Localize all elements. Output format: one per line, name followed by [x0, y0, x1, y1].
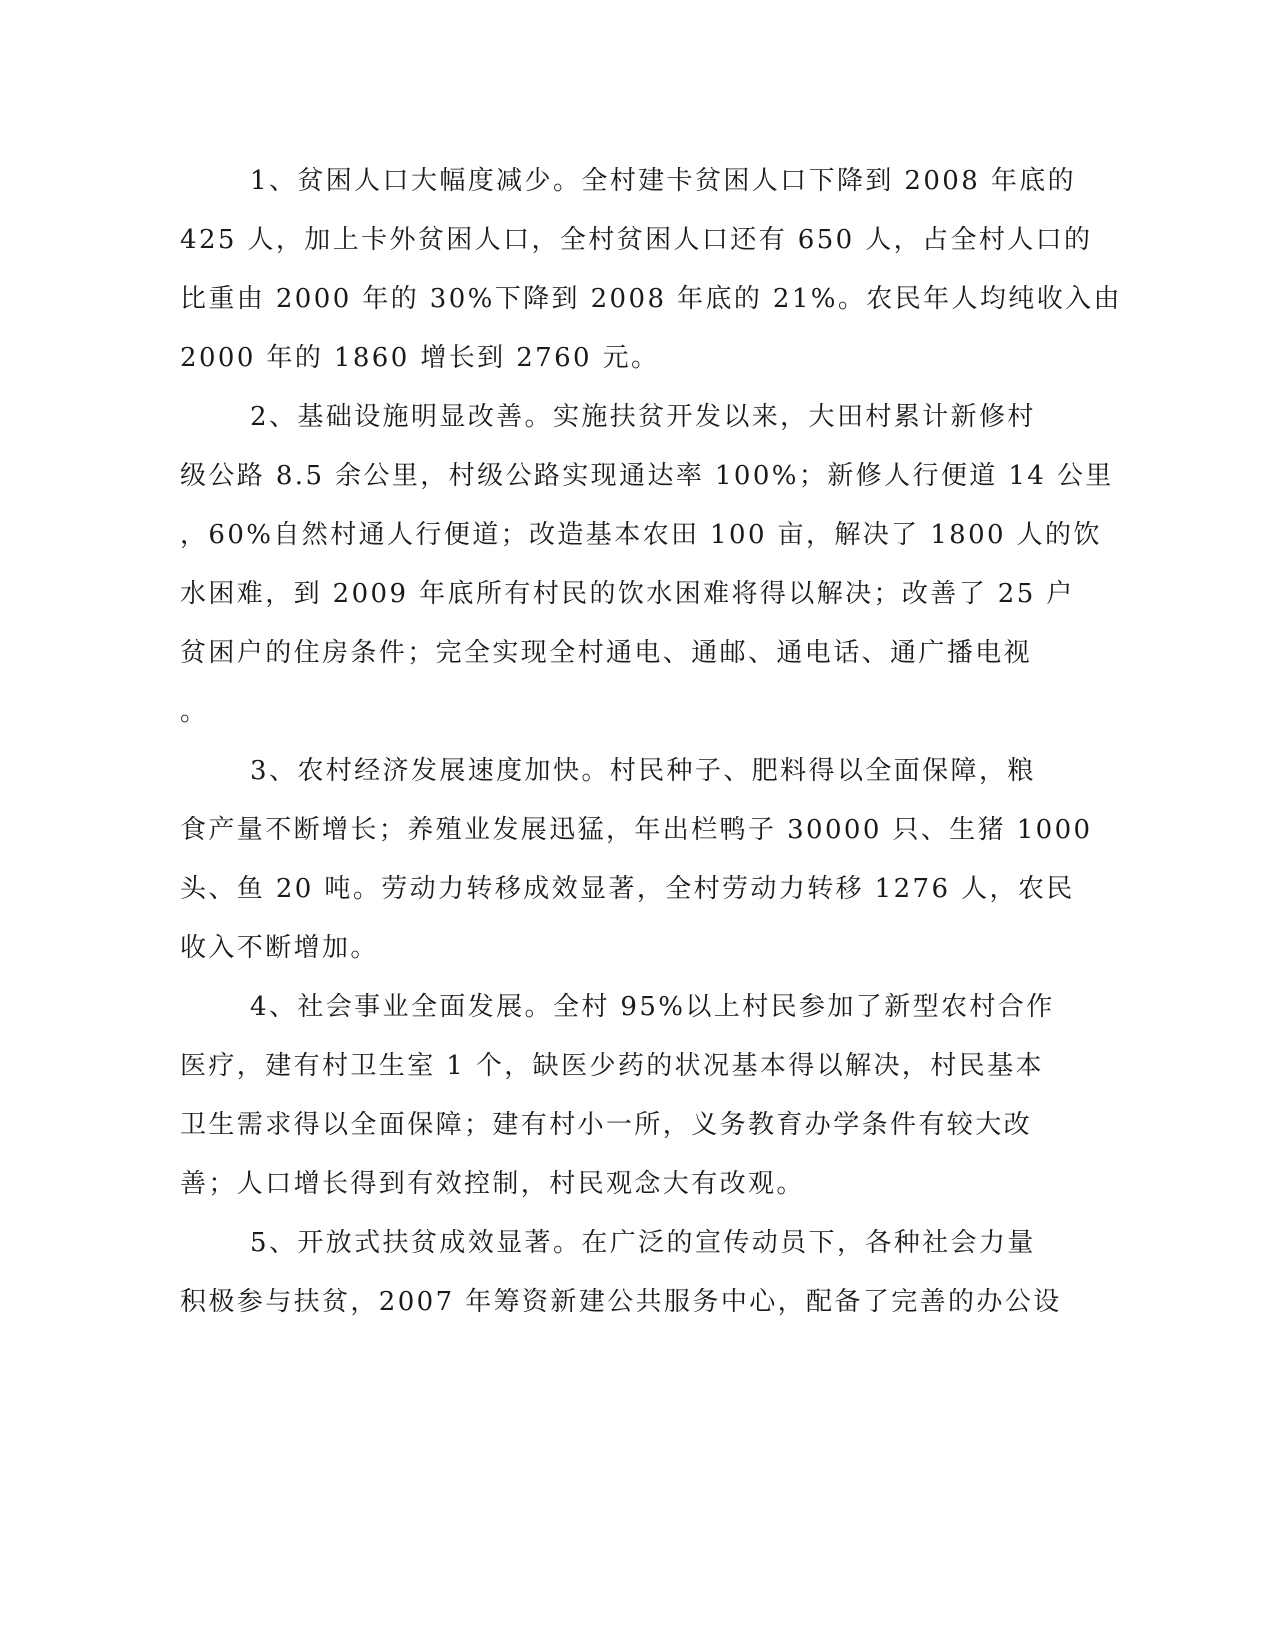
text-line: 5、开放式扶贫成效显著。在广泛的宣传动员下，各种社会力量: [250, 1228, 1036, 1258]
text-line: 头、鱼 20 吨。劳动力转移成效显著，全村劳动力转移 1276 人，农民: [180, 874, 1075, 904]
text-line: 食产量不断增长；养殖业发展迅猛，年出栏鸭子 30000 只、生猪 1000: [180, 815, 1093, 845]
text-line: 1、贫困人口大幅度减少。全村建卡贫困人口下降到 2008 年底的: [250, 166, 1077, 196]
document-page: [180, 152, 1122, 1332]
text-line: 积极参与扶贫，2007 年筹资新建公共服务中心，配备了完善的办公设: [180, 1287, 1062, 1317]
text-line: 。: [180, 697, 209, 727]
text-line: 卫生需求得以全面保障；建有村小一所，义务教育办学条件有较大改: [180, 1110, 1033, 1140]
paragraph-social: [180, 978, 1055, 1214]
text-line: 收入不断增加。: [180, 933, 379, 963]
text-line: 比重由 2000 年的 30%下降到 2008 年底的 21%。农民年人均纯收入由: [180, 284, 1122, 314]
text-line: 级公路 8.5 余公里，村级公路实现通达率 100%；新修人行便道 14 公里: [180, 461, 1114, 491]
text-line: 3、农村经济发展速度加快。村民种子、肥料得以全面保障，粮: [250, 756, 1036, 786]
paragraph-open-poverty-relief: [180, 1214, 1062, 1332]
text-line: ，60%自然村通人行便道；改造基本农田 100 亩，解决了 1800 人的饮: [180, 520, 1102, 550]
text-line: 425 人，加上卡外贫困人口，全村贫困人口还有 650 人，占全村人口的: [180, 225, 1093, 255]
text-line: 2000 年的 1860 增长到 2760 元。: [180, 343, 660, 373]
paragraph-infrastructure: [180, 388, 1114, 742]
text-line: 贫困户的住房条件；完全实现全村通电、通邮、通电话、通广播电视: [180, 638, 1033, 668]
text-line: 医疗，建有村卫生室 1 个，缺医少药的状况基本得以解决，村民基本: [180, 1051, 1044, 1081]
paragraph-poverty: [180, 152, 1122, 388]
text-line: 2、基础设施明显改善。实施扶贫开发以来，大田村累计新修村: [250, 402, 1036, 432]
text-line: 4、社会事业全面发展。全村 95%以上村民参加了新型农村合作: [250, 992, 1055, 1022]
paragraph-economy: [180, 742, 1093, 978]
text-line: 水困难，到 2009 年底所有村民的饮水困难将得以解决；改善了 25 户: [180, 579, 1075, 609]
text-line: 善；人口增长得到有效控制，村民观念大有改观。: [180, 1169, 805, 1199]
